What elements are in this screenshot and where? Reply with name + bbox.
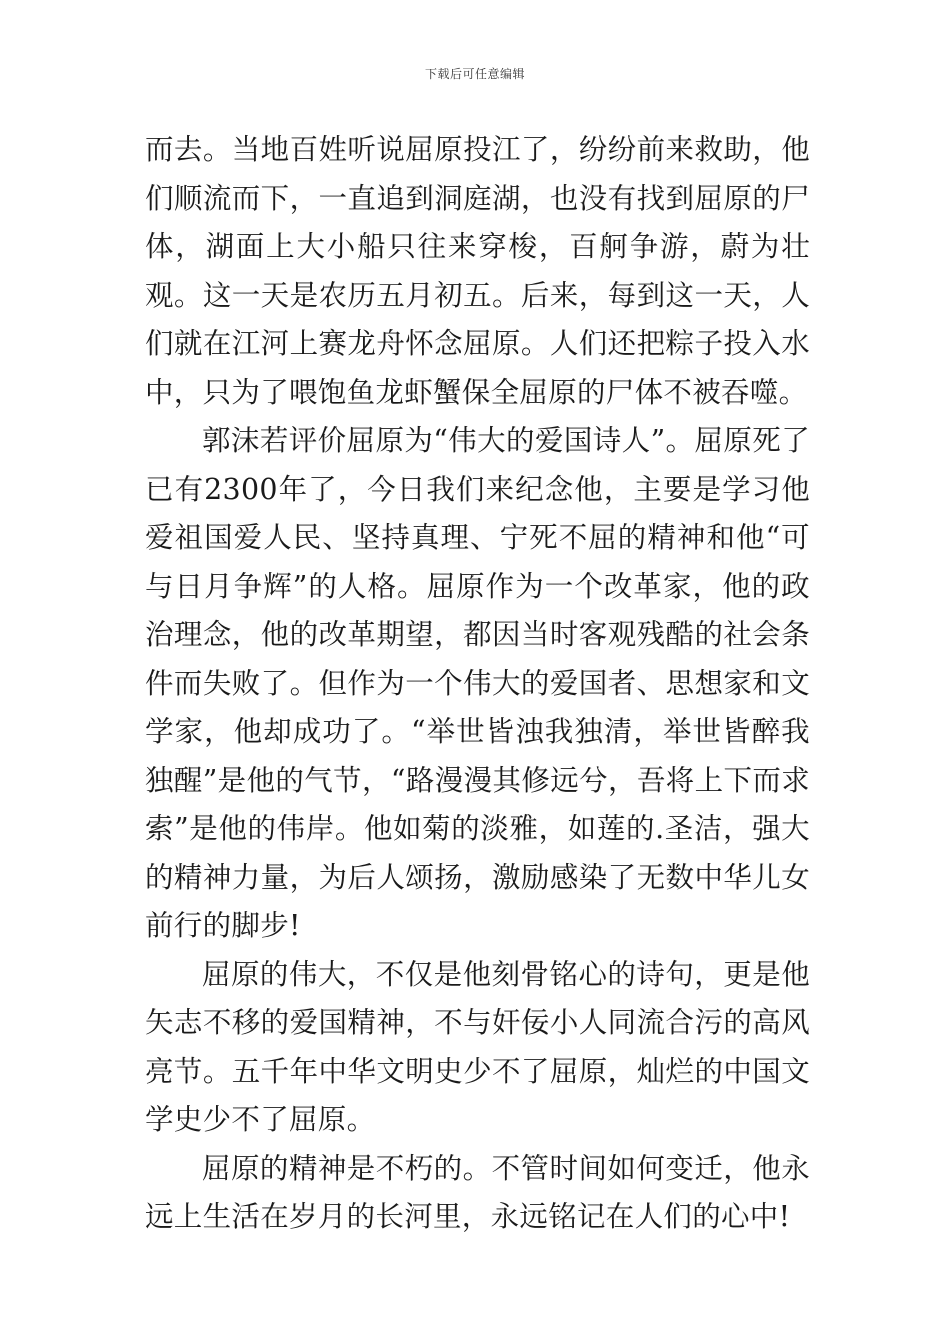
document-body [145,126,810,1242]
page-header: 下载后可任意编辑 [424,67,525,81]
paragraph-1: 而去。当地百姓听说屈原投江了，纷纷前来救助，他们顺流而下，一直追到洞庭湖，也没有找到屈原的尸体，湖面上大小船只往来穿梭，百舸争游，蔚为壮观。这一天是农历五月初五。后来，每到这一天，人们就在江河上赛龙舟怀念屈原。人们还把粽子投入水中，只为了喂饱鱼龙虾蟹保全屈原的尸体不被吞噬。 [145,133,810,409]
paragraph-3: 屈原的伟大，不仅是他刻骨铭心的诗句，更是他矢志不移的爱国精神，不与奸佞小人同流合污的高风亮节。五千年中华文明史少不了屈原，灿烂的中国文学史少不了屈原。 [145,957,810,1136]
paragraph-4: 屈原的精神是不朽的。不管时间如何变迁，他永远上生活在岁月的长河里，永远铭记在人们的心中! [145,1151,810,1233]
paragraph-2: 郭沫若评价屈原为“伟大的爱国诗人”。屈原死了已有2300年了，今日我们来纪念他，主要是学习他爱祖国爱人民、坚持真理、宁死不屈的精神和他“可与日月争辉”的人格。屈原作为一个改革家，他的政治理念，他的改革期望，都因当时客观残酷的社会条件而失败了。但作为一个伟大的爱国者、思想家和文学家，他却成功了。“举世皆浊我独清，举世皆醉我独醒”是他的气节，“路漫漫其修远兮，吾将上下而求索”是他的伟岸。他如菊的淡雅，如莲的.圣洁，强大的精神力量，为后人颂扬，激励感染了无数中华儿女前行的脚步! [145,424,810,942]
